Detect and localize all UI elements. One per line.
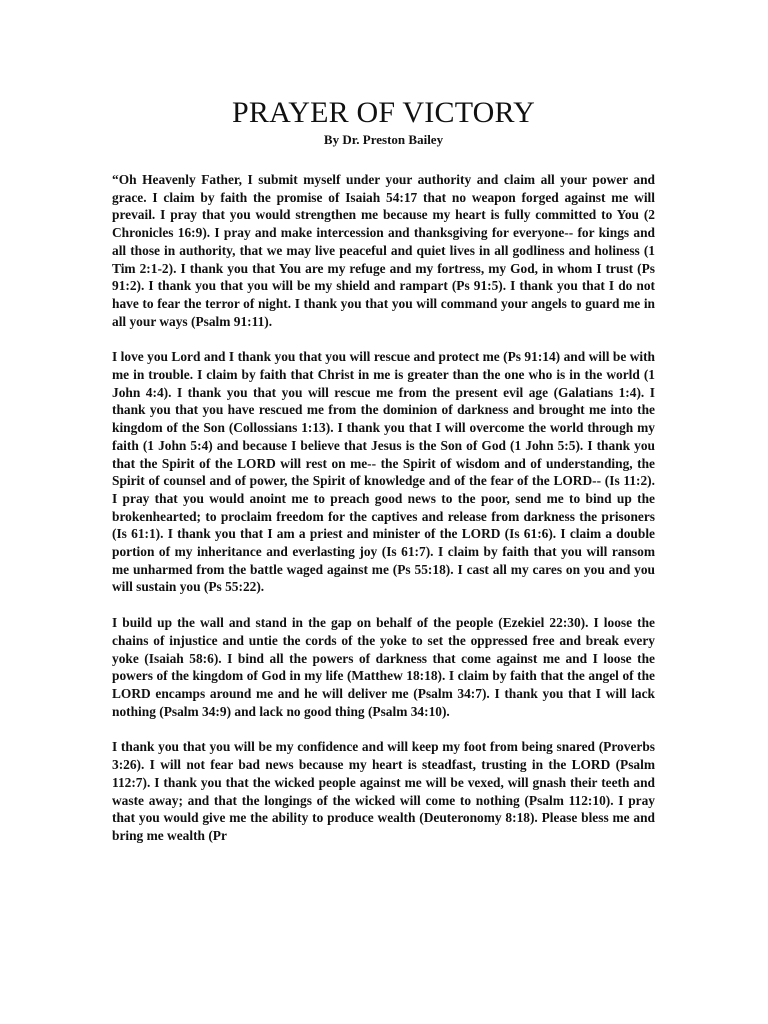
paragraph-3: I build up the wall and stand in the gap on behalf of the people (Ezekiel 22:30). I loose the chains of injustice and untie the cords of the yoke to set the oppressed free and break every yoke (Isaiah 58:6). I bind all the powers of darkness that come against me and I loose the powers of the kingdom of God in my life (Matthew 18:18). I claim by faith that the angel of the LORD encamps around me and he will deliver me (Psalm 34:7). I thank you that I will lack nothing (Psalm 34:9) and lack no good thing (Psalm 34:10).: [112, 615, 655, 719]
document-title: PRAYER OF VICTORY: [232, 96, 535, 129]
document-page: [112, 96, 655, 863]
paragraph-2: I love you Lord and I thank you that you will rescue and protect me (Ps 91:14) and will be with me in trouble. I claim by faith that Christ in me is greater than the one who is in the world (1 John 4:4). I thank you that you will rescue me from the present evil age (Galatians 1:4). I thank you that you have rescued me from the dominion of darkness and brought me into the kingdom of the Son (Collossians 1:13). I thank you that I will overcome the world through my faith (1 John 5:4) and because I believe that Jesus is the Son of God (1 John 5:5). I thank you that the Spirit of the LORD will rest on me-- the Spirit of wisdom and of understanding, the Spirit of counsel and of power, the Spirit of knowledge and of the fear of the LORD-- (Is 11:2). I pray that you would anoint me to preach good news to the poor, send me to bind up the brokenhearted; to proclaim freedom for the captives and release from darkness the prisoners (Is 61:1). I thank you that I am a priest and minister of the LORD (Is 61:6). I claim a double portion of my inheritance and everlasting joy (Is 61:7). I claim by faith that you will ransom me unharmed from the battle waged against me (Ps 55:18). I cast all my cares on you and you will sustain you (Ps 55:22).: [112, 349, 655, 595]
paragraph-1: “Oh Heavenly Father, I submit myself under your authority and claim all your power and grace. I claim by faith the promise of Isaiah 54:17 that no weapon forged against me will prevail. I pray that you would strengthen me because my heart is fully committed to You (2 Chronicles 16:9). I pray and make intercession and thanksgiving for everyone-- for kings and all those in authority, that we may live peaceful and quiet lives in all godliness and holiness (1 Tim 2:1-2). I thank you that You are my refuge and my fortress, my God, in whom I trust (Ps 91:2). I thank you that you will be my shield and rampart (Ps 91:5). I thank you that I do not have to fear the terror of night. I thank you that you will command your angels to guard me in all your ways (Psalm 91:11).: [112, 172, 655, 329]
document-byline: By Dr. Preston Bailey: [323, 132, 444, 147]
document-body: [112, 171, 655, 845]
paragraph-4: I thank you that you will be my confidence and will keep my foot from being snared (Proverbs 3:26). I will not fear bad news because my heart is steadfast, trusting in the LORD (Psalm 112:7). I thank you that the wicked people against me will be vexed, will gnash their teeth and waste away; and that the longings of the wicked will come to nothing (Psalm 112:10). I pray that you would give me the ability to produce wealth (Deuteronomy 8:18). Please bless me and bring me wealth (Pr: [112, 739, 655, 843]
